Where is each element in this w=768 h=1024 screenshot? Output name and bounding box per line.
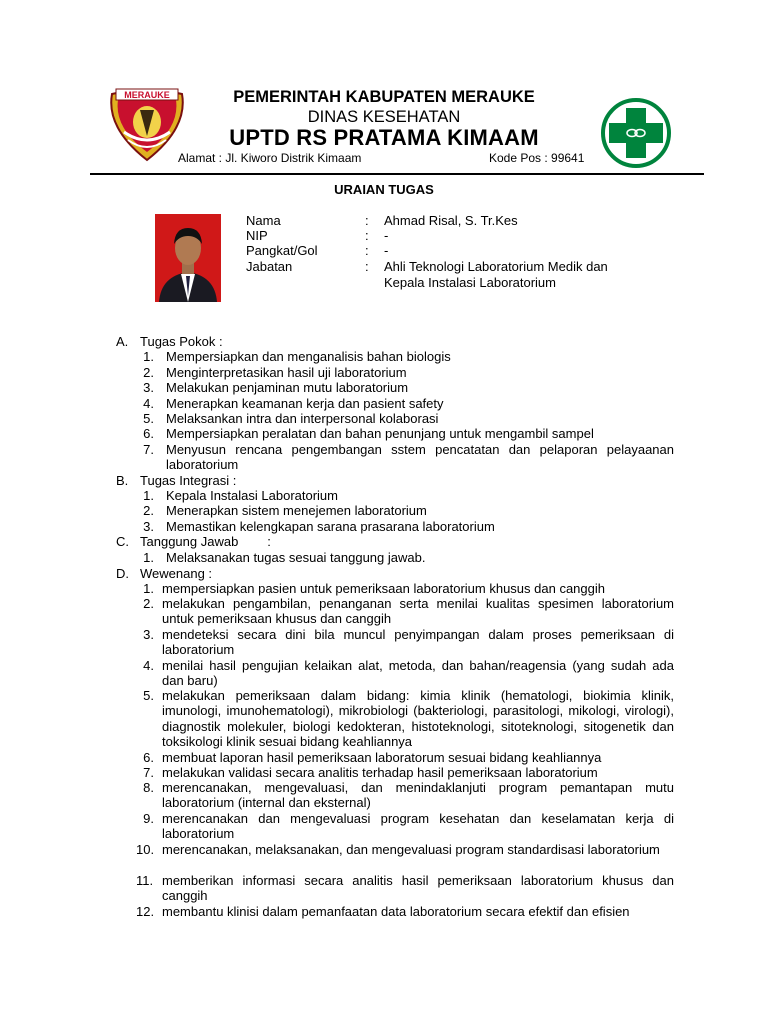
list-item-text: mempersiapkan pasien untuk pemeriksaan laboratorium khusus dan canggih xyxy=(162,581,605,596)
list-item-number: 5. xyxy=(143,411,154,426)
list-item-number: 8. xyxy=(143,780,154,795)
list-item-text: Kepala Instalasi Laboratorium xyxy=(166,488,338,503)
list-item-number: 2. xyxy=(143,503,154,518)
list-item-text: Memastikan kelengkapan sarana prasarana laboratorium xyxy=(166,519,495,534)
identity-value-position: Ahli Teknologi Laboratorium Medik dan xyxy=(384,259,608,274)
list-item-text: Menginterpretasikan hasil uji laboratorium xyxy=(166,365,407,380)
identity-label-rank: Pangkat/Gol xyxy=(246,243,318,258)
list-item-number: 3. xyxy=(143,380,154,395)
letterhead-hospital: UPTD RS PRATAMA KIMAAM xyxy=(229,125,539,150)
section-title-tugas-pokok: Tugas Pokok : xyxy=(140,334,223,349)
list-item-text: melakukan validasi secara analitis terhadap hasil pemeriksaan laboratorium xyxy=(162,765,598,780)
emblem-banner-text: MERAUKE xyxy=(124,90,170,100)
list-item-text: merencanakan, melaksanakan, dan mengevaluasi program standardisasi laboratorium xyxy=(162,842,660,857)
section-letter: D. xyxy=(116,566,129,581)
list-item-number: 1. xyxy=(143,550,154,565)
list-item-number: 7. xyxy=(143,765,154,780)
letterhead-postcode: Kode Pos : 99641 xyxy=(489,151,585,165)
list-item-number: 1. xyxy=(143,349,154,364)
identity-label-nip: NIP xyxy=(246,228,268,243)
list-item-number: 4. xyxy=(143,396,154,411)
list-item-text: Melaksankan intra dan interpersonal kolaborasi xyxy=(166,411,439,426)
section-letter: B. xyxy=(116,473,129,488)
list-item-number: 1. xyxy=(143,488,154,503)
list-item-number: 3. xyxy=(143,519,154,534)
identity-value-nip: - xyxy=(384,228,389,243)
list-item-number: 3. xyxy=(143,627,154,642)
section-letter: C. xyxy=(116,534,129,549)
list-item-number: 1. xyxy=(143,581,154,596)
list-item-number: 6. xyxy=(143,426,154,441)
identity-value-name: Ahmad Risal, S. Tr.Kes xyxy=(384,213,518,228)
list-item-number: 5. xyxy=(143,688,154,703)
section-title-wewenang: Wewenang : xyxy=(140,566,213,581)
list-item-number: 11. xyxy=(136,873,154,888)
staff-photo xyxy=(155,214,221,302)
identity-value-rank: - xyxy=(384,243,389,258)
list-item-number: 7. xyxy=(143,442,154,457)
list-item-text: melakukan pengambilan, penanganan serta menilai kualitas spesimen laboratorium untuk pemeriksaan khusus dan canggih xyxy=(162,596,674,627)
list-item-text: membuat laporan hasil pemeriksaan laboratorum sesuai bidang keahliannya xyxy=(162,750,602,765)
identity-value-position-cont: Kepala Instalasi Laboratorium xyxy=(384,275,556,290)
section-letter: A. xyxy=(116,334,129,349)
list-item-text: Menerapkan keamanan kerja dan pasient safety xyxy=(166,396,444,411)
list-item-number: 2. xyxy=(143,596,154,611)
list-item-text: mendeteksi secara dini bila muncul penyimpangan dalam proses pemeriksaan di laboratorium xyxy=(162,627,674,658)
list-item-text: melakukan pemeriksaan dalam bidang: kimia klinik (hematologi, biokimia klinik, imunologi, imunohematologi), mikrobiologi (bakteriologi, parasitologi, mikologi, virologi), diagnostik molekuler, biologi kedokteran, histoteknologi, sitoteknologi, sitogenetik dan toksikologi klinik sesuai bidang keahliannya xyxy=(162,688,674,750)
identity-sep: : xyxy=(365,213,369,228)
list-item-text: Mempersiapkan dan menganalisis bahan biologis xyxy=(166,349,451,364)
list-item-text: membantu klinisi dalam pemanfaatan data laboratorium secara efektif dan efisien xyxy=(162,904,630,919)
list-item-text: memberikan informasi secara analitis hasil pemeriksaan laboratorium khusus dan canggih xyxy=(162,873,674,904)
list-item-number: 2. xyxy=(143,365,154,380)
section-title-tugas-integrasi: Tugas Integrasi : xyxy=(140,473,237,488)
letterhead-divider xyxy=(90,173,704,175)
identity-sep: : xyxy=(365,243,369,258)
list-item-text: Menyusun rencana pengembangan sstem pencatatan dan pelaporan pelayaanan laboratorium xyxy=(166,442,674,473)
list-item-text: Mempersiapkan peralatan dan bahan penunjang untuk mengambil sampel xyxy=(166,426,594,441)
list-item-text: Melakukan penjaminan mutu laboratorium xyxy=(166,380,409,395)
list-item-text: merencanakan dan mengevaluasi program kesehatan dan keselamatan kerja di laboratorium xyxy=(162,811,674,842)
list-item-text: menilai hasil pengujian kelaikan alat, metoda, dan bahan/reagensia (yang sudah ada dan baru) xyxy=(162,658,674,689)
identity-label-name: Nama xyxy=(246,213,281,228)
document-title: URAIAN TUGAS xyxy=(334,182,434,197)
letterhead-department: DINAS KESEHATAN xyxy=(307,108,461,126)
list-item-text: merencanakan, mengevaluasi, dan menindaklanjuti program pemantapan mutu laboratorium (internal dan eksternal) xyxy=(162,780,674,811)
identity-sep: : xyxy=(365,228,369,243)
identity-sep: : xyxy=(365,259,369,274)
section-title-tanggung-jawab: Tanggung Jawab : xyxy=(140,534,271,549)
letterhead-government: PEMERINTAH KABUPATEN MERAUKE xyxy=(233,88,535,106)
list-item-number: 10. xyxy=(136,842,155,857)
list-item-text: Melaksanakan tugas sesuai tanggung jawab. xyxy=(166,550,426,565)
list-item-number: 9. xyxy=(143,811,154,826)
list-item-text: Menerapkan sistem menejemen laboratorium xyxy=(166,503,427,518)
letterhead-address: Alamat : Jl. Kiworo Distrik Kimaam xyxy=(178,151,362,165)
list-item-number: 6. xyxy=(143,750,154,765)
list-item-number: 12. xyxy=(136,904,155,919)
list-item-number: 4. xyxy=(143,658,154,673)
identity-label-position: Jabatan xyxy=(246,259,293,274)
